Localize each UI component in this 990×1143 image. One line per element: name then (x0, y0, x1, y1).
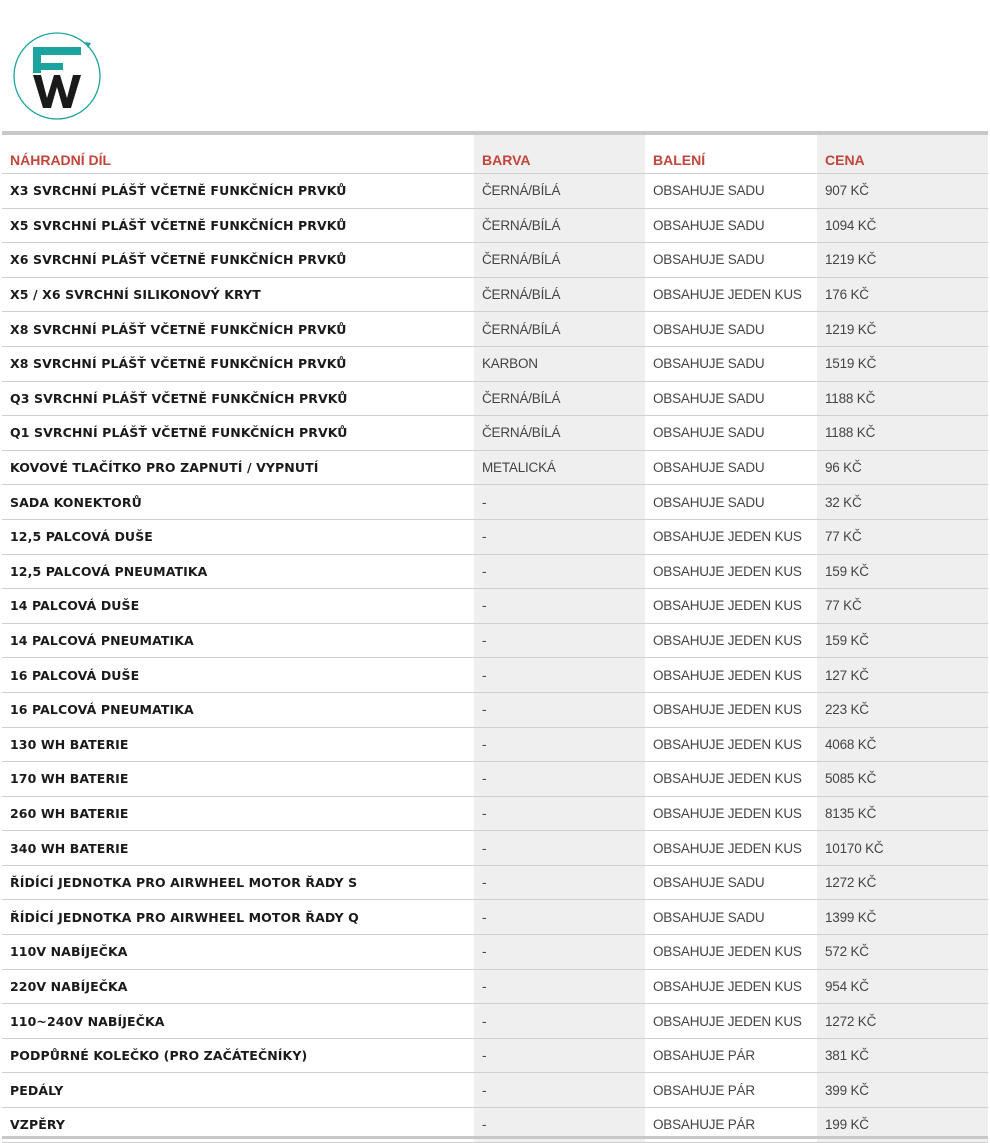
packaging-cell: OBSAHUJE SADU (645, 208, 817, 243)
price-cell: 96 KČ (817, 450, 988, 485)
table-row (2, 450, 988, 485)
table-row (2, 312, 988, 347)
packaging-cell: OBSAHUJE SADU (645, 416, 817, 451)
table-row (2, 519, 988, 554)
table-row (2, 658, 988, 693)
packaging-cell: OBSAHUJE PÁR (645, 1108, 817, 1143)
table-row (2, 589, 988, 624)
table-row (2, 935, 988, 970)
packaging-cell: OBSAHUJE PÁR (645, 1038, 817, 1073)
color-cell: ČERNÁ/BÍLÁ (474, 243, 645, 278)
color-cell: METALICKÁ (474, 450, 645, 485)
price-cell: 8135 KČ (817, 796, 988, 831)
color-cell: ČERNÁ/BÍLÁ (474, 312, 645, 347)
part-name-cell: KOVOVÉ TLAČÍTKO PRO ZAPNUTÍ / VYPNUTÍ (2, 450, 474, 485)
part-name-cell: 170 WH BATERIE (2, 762, 474, 797)
color-cell: KARBON (474, 346, 645, 381)
packaging-cell: OBSAHUJE SADU (645, 243, 817, 278)
price-cell: 10170 KČ (817, 831, 988, 866)
header-color: BARVA (474, 135, 645, 174)
part-name-cell: X8 SVRCHNÍ PLÁŠŤ VČETNĚ FUNKČNÍCH PRVKŮ (2, 346, 474, 381)
packaging-cell: OBSAHUJE PÁR (645, 1073, 817, 1108)
price-cell: 381 KČ (817, 1038, 988, 1073)
price-cell: 954 KČ (817, 969, 988, 1004)
part-name-cell: X5 SVRCHNÍ PLÁŠŤ VČETNĚ FUNKČNÍCH PRVKŮ (2, 208, 474, 243)
price-cell: 159 KČ (817, 554, 988, 589)
part-name-cell: 110~240V NABÍJEČKA (2, 1004, 474, 1039)
color-cell: - (474, 727, 645, 762)
color-cell: ČERNÁ/BÍLÁ (474, 174, 645, 209)
color-cell: - (474, 900, 645, 935)
price-cell: 176 KČ (817, 277, 988, 312)
table-row (2, 1038, 988, 1073)
table-row (2, 1073, 988, 1108)
part-name-cell: Q1 SVRCHNÍ PLÁŠŤ VČETNĚ FUNKČNÍCH PRVKŮ (2, 416, 474, 451)
color-cell: - (474, 589, 645, 624)
color-cell: - (474, 831, 645, 866)
table-row (2, 381, 988, 416)
price-cell: 1094 KČ (817, 208, 988, 243)
table-bottom-rule (2, 1136, 988, 1139)
table-row (2, 969, 988, 1004)
packaging-cell: OBSAHUJE JEDEN KUS (645, 589, 817, 624)
price-cell: 1188 KČ (817, 381, 988, 416)
price-cell: 4068 KČ (817, 727, 988, 762)
table-row (2, 727, 988, 762)
price-cell: 1219 KČ (817, 312, 988, 347)
packaging-cell: OBSAHUJE JEDEN KUS (645, 692, 817, 727)
color-cell: - (474, 658, 645, 693)
table-row (2, 865, 988, 900)
table-row (2, 900, 988, 935)
part-name-cell: 12,5 PALCOVÁ PNEUMATIKA (2, 554, 474, 589)
packaging-cell: OBSAHUJE JEDEN KUS (645, 658, 817, 693)
price-cell: 77 KČ (817, 589, 988, 624)
part-name-cell: X6 SVRCHNÍ PLÁŠŤ VČETNĚ FUNKČNÍCH PRVKŮ (2, 243, 474, 278)
price-cell: 1188 KČ (817, 416, 988, 451)
color-cell: - (474, 1038, 645, 1073)
packaging-cell: OBSAHUJE SADU (645, 450, 817, 485)
part-name-cell: VZPĚRY (2, 1108, 474, 1143)
color-cell: - (474, 796, 645, 831)
packaging-cell: OBSAHUJE JEDEN KUS (645, 554, 817, 589)
table-row (2, 831, 988, 866)
color-cell: ČERNÁ/BÍLÁ (474, 277, 645, 312)
spare-parts-table (2, 135, 988, 1143)
part-name-cell: SADA KONEKTORŮ (2, 485, 474, 520)
table-row (2, 485, 988, 520)
color-cell: - (474, 519, 645, 554)
color-cell: - (474, 935, 645, 970)
packaging-cell: OBSAHUJE JEDEN KUS (645, 277, 817, 312)
price-cell: 199 KČ (817, 1108, 988, 1143)
part-name-cell: 16 PALCOVÁ DUŠE (2, 658, 474, 693)
table-row (2, 174, 988, 209)
fw-logo-icon (11, 30, 103, 122)
part-name-cell: Q3 SVRCHNÍ PLÁŠŤ VČETNĚ FUNKČNÍCH PRVKŮ (2, 381, 474, 416)
part-name-cell: 16 PALCOVÁ PNEUMATIKA (2, 692, 474, 727)
price-cell: 32 KČ (817, 485, 988, 520)
part-name-cell: 12,5 PALCOVÁ DUŠE (2, 519, 474, 554)
packaging-cell: OBSAHUJE JEDEN KUS (645, 935, 817, 970)
price-cell: 1219 KČ (817, 243, 988, 278)
table-row (2, 623, 988, 658)
header-price: CENA (817, 135, 988, 174)
table-row (2, 762, 988, 797)
packaging-cell: OBSAHUJE JEDEN KUS (645, 969, 817, 1004)
table-row (2, 346, 988, 381)
table-row (2, 243, 988, 278)
price-cell: 1272 KČ (817, 865, 988, 900)
part-name-cell: 340 WH BATERIE (2, 831, 474, 866)
color-cell: ČERNÁ/BÍLÁ (474, 416, 645, 451)
price-cell: 907 KČ (817, 174, 988, 209)
part-name-cell: X8 SVRCHNÍ PLÁŠŤ VČETNĚ FUNKČNÍCH PRVKŮ (2, 312, 474, 347)
part-name-cell: X5 / X6 SVRCHNÍ SILIKONOVÝ KRYT (2, 277, 474, 312)
price-cell: 127 KČ (817, 658, 988, 693)
packaging-cell: OBSAHUJE SADU (645, 174, 817, 209)
part-name-cell: PEDÁLY (2, 1073, 474, 1108)
packaging-cell: OBSAHUJE SADU (645, 381, 817, 416)
color-cell: - (474, 969, 645, 1004)
color-cell: - (474, 485, 645, 520)
packaging-cell: OBSAHUJE JEDEN KUS (645, 762, 817, 797)
color-cell: ČERNÁ/BÍLÁ (474, 381, 645, 416)
color-cell: - (474, 762, 645, 797)
price-cell: 1519 KČ (817, 346, 988, 381)
part-name-cell: 260 WH BATERIE (2, 796, 474, 831)
part-name-cell: X3 SVRCHNÍ PLÁŠŤ VČETNĚ FUNKČNÍCH PRVKŮ (2, 174, 474, 209)
price-cell: 77 KČ (817, 519, 988, 554)
table-row (2, 692, 988, 727)
color-cell: - (474, 692, 645, 727)
part-name-cell: ŘÍDÍCÍ JEDNOTKA PRO AIRWHEEL MOTOR ŘADY S (2, 865, 474, 900)
packaging-cell: OBSAHUJE JEDEN KUS (645, 519, 817, 554)
price-cell: 572 KČ (817, 935, 988, 970)
table-header-row (2, 135, 988, 174)
part-name-cell: PODPŮRNÉ KOLEČKO (PRO ZAČÁTEČNÍKY) (2, 1038, 474, 1073)
header-packaging: BALENÍ (645, 135, 817, 174)
packaging-cell: OBSAHUJE JEDEN KUS (645, 1004, 817, 1039)
part-name-cell: 14 PALCOVÁ PNEUMATIKA (2, 623, 474, 658)
table-row (2, 277, 988, 312)
table-row (2, 208, 988, 243)
part-name-cell: 130 WH BATERIE (2, 727, 474, 762)
price-cell: 399 KČ (817, 1073, 988, 1108)
packaging-cell: OBSAHUJE JEDEN KUS (645, 796, 817, 831)
color-cell: - (474, 623, 645, 658)
price-cell: 5085 KČ (817, 762, 988, 797)
table-row (2, 796, 988, 831)
header-part: NÁHRADNÍ DÍL (2, 135, 474, 174)
packaging-cell: OBSAHUJE JEDEN KUS (645, 831, 817, 866)
color-cell: - (474, 554, 645, 589)
packaging-cell: OBSAHUJE SADU (645, 312, 817, 347)
part-name-cell: 14 PALCOVÁ DUŠE (2, 589, 474, 624)
part-name-cell: ŘÍDÍCÍ JEDNOTKA PRO AIRWHEEL MOTOR ŘADY Q (2, 900, 474, 935)
price-cell: 159 KČ (817, 623, 988, 658)
color-cell: - (474, 865, 645, 900)
color-cell: - (474, 1108, 645, 1143)
price-cell: 1272 KČ (817, 1004, 988, 1039)
table-row (2, 554, 988, 589)
packaging-cell: OBSAHUJE SADU (645, 485, 817, 520)
price-cell: 1399 KČ (817, 900, 988, 935)
color-cell: ČERNÁ/BÍLÁ (474, 208, 645, 243)
table-row (2, 416, 988, 451)
packaging-cell: OBSAHUJE SADU (645, 900, 817, 935)
packaging-cell: OBSAHUJE JEDEN KUS (645, 623, 817, 658)
color-cell: - (474, 1004, 645, 1039)
color-cell: - (474, 1073, 645, 1108)
packaging-cell: OBSAHUJE SADU (645, 346, 817, 381)
packaging-cell: OBSAHUJE JEDEN KUS (645, 727, 817, 762)
part-name-cell: 110V NABÍJEČKA (2, 935, 474, 970)
table-row (2, 1004, 988, 1039)
price-cell: 223 KČ (817, 692, 988, 727)
part-name-cell: 220V NABÍJEČKA (2, 969, 474, 1004)
packaging-cell: OBSAHUJE SADU (645, 865, 817, 900)
